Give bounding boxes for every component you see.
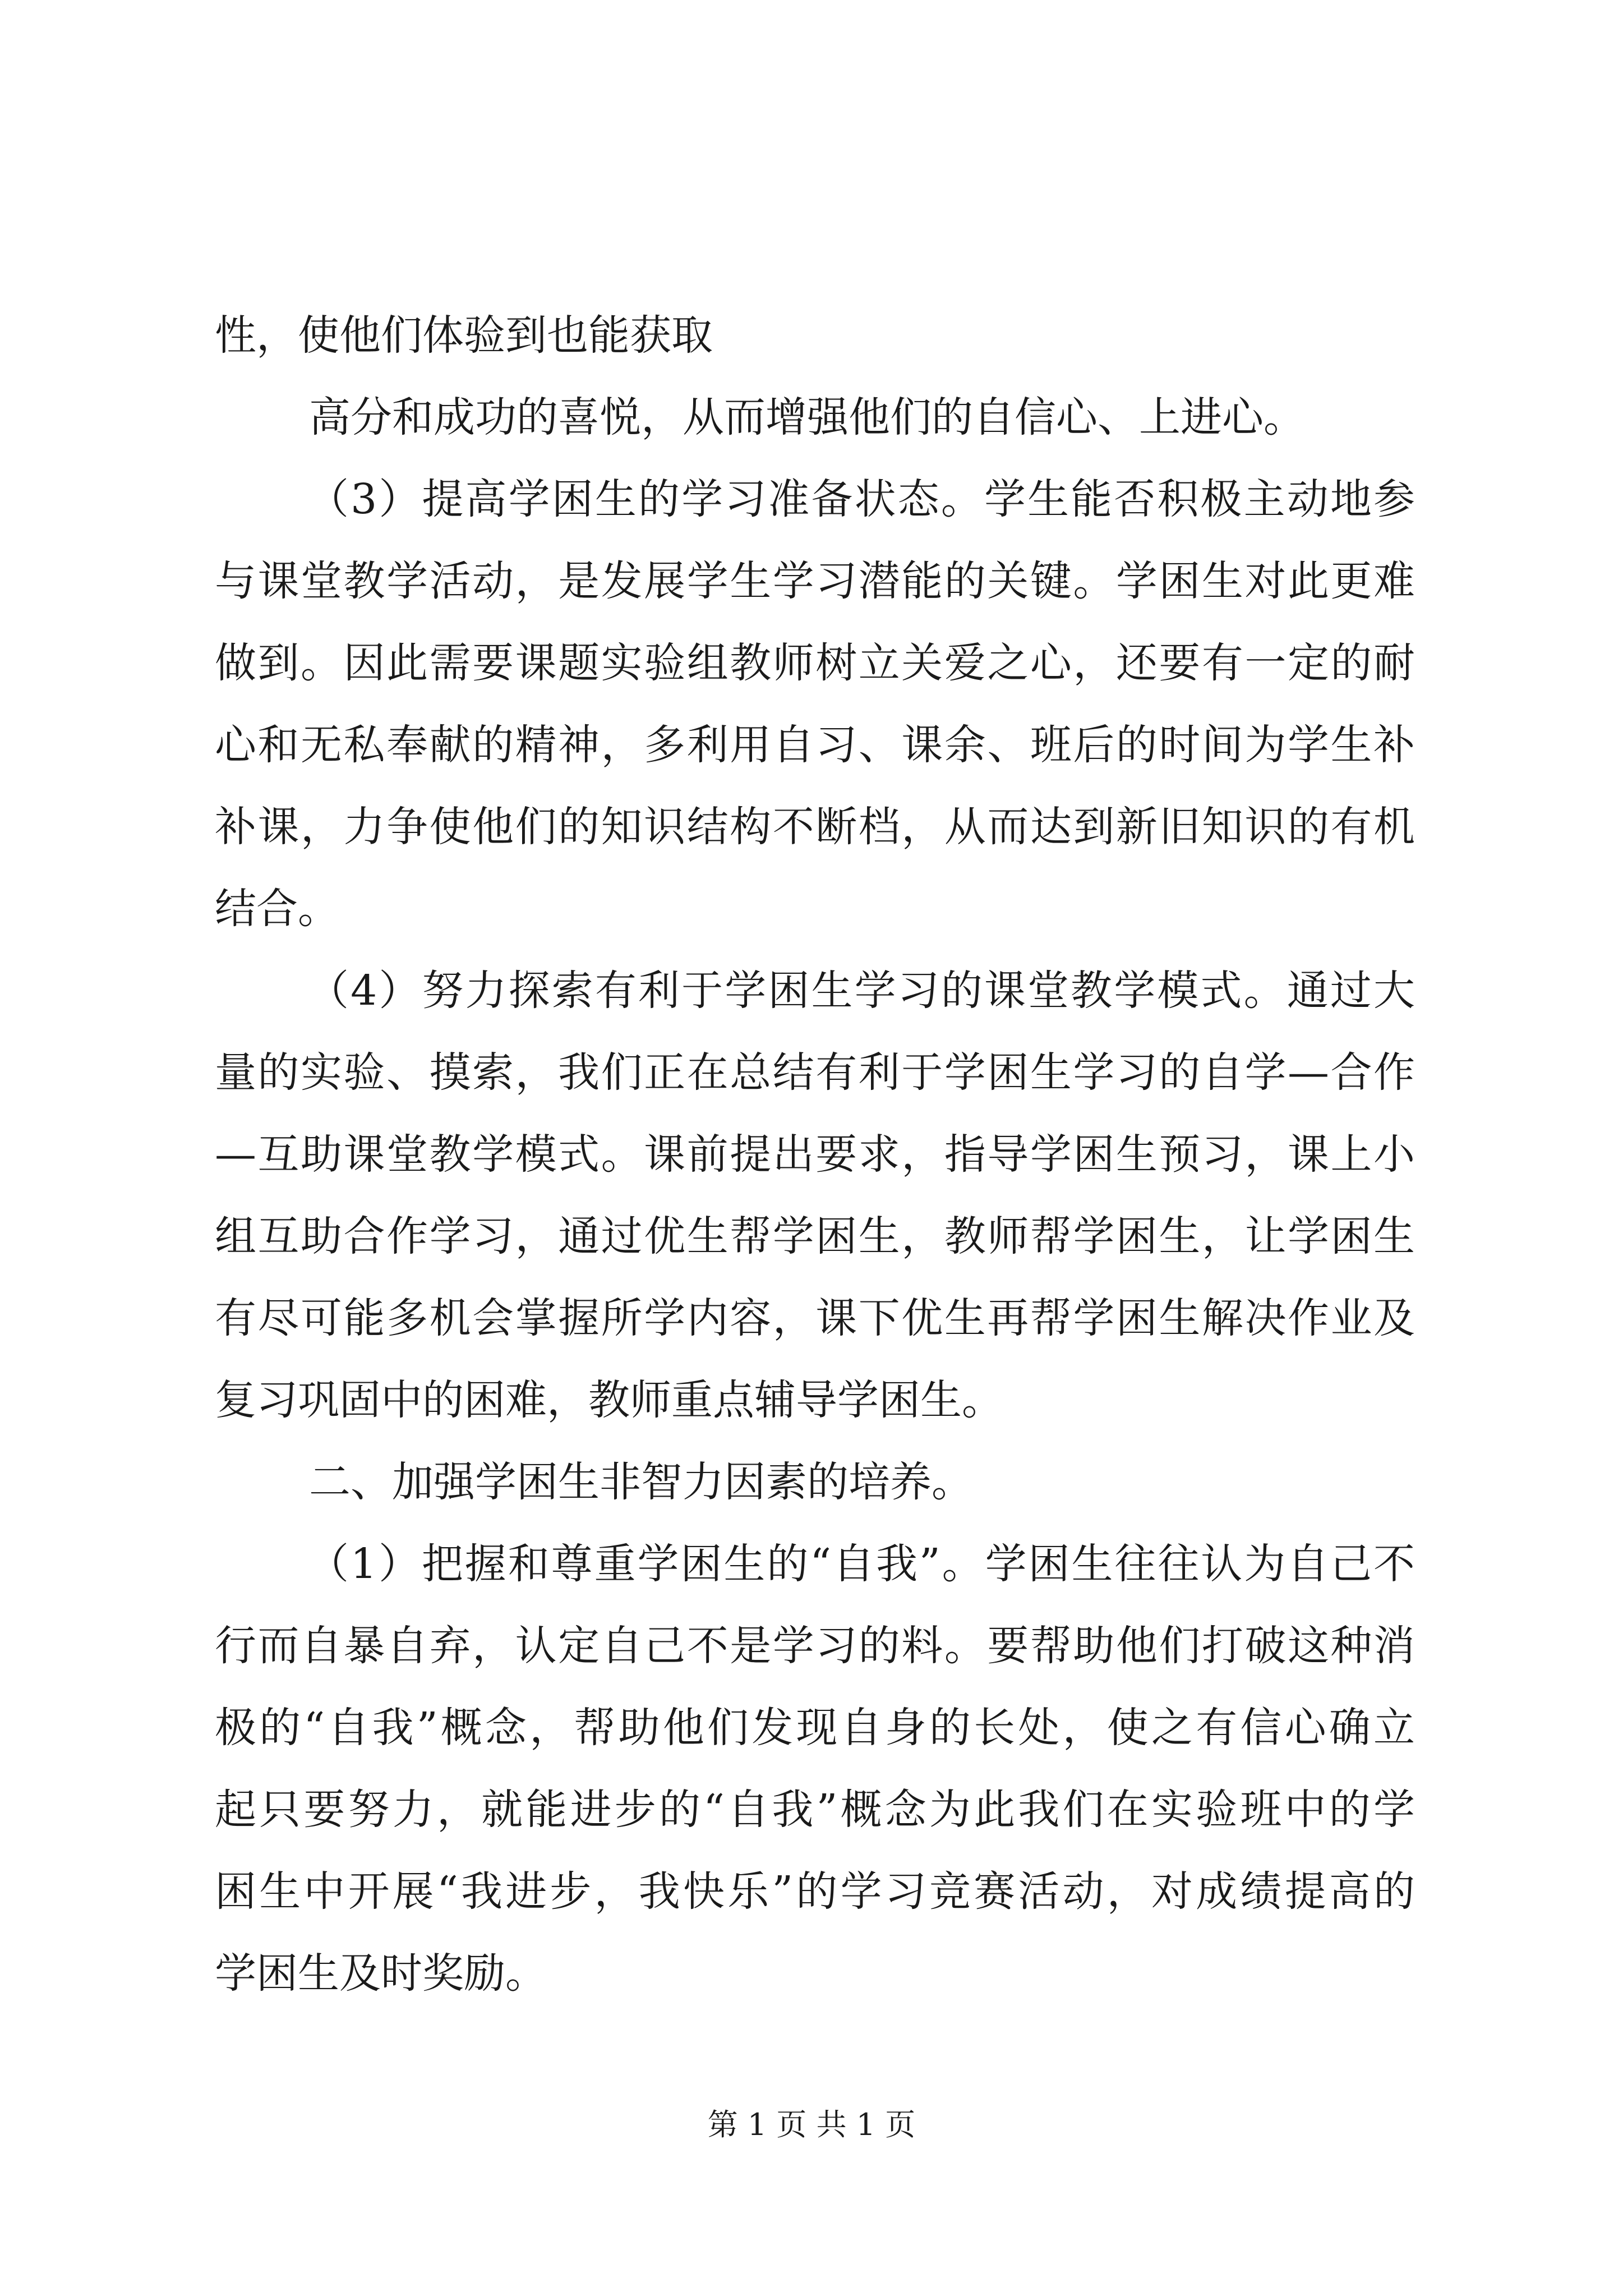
text-line: 组互助合作学习，通过优生帮学困生，教师帮学困生，让学困生	[215, 1212, 1415, 1260]
text-line: （1）把握和尊重学困生的“自我”。学困生往往认为自己不	[307, 1540, 1415, 1588]
text-line: —互助课堂教学模式。课前提出要求，指导学困生预习，课上小	[215, 1130, 1415, 1179]
text-line: 做到。因此需要课题实验组教师树立关爱之心，还要有一定的耐	[215, 639, 1415, 687]
text-line: 困生中开展“我进步，我快乐”的学习竞赛活动，对成绩提高的	[215, 1867, 1415, 1916]
page-footer: 第 1 页 共 1 页	[707, 2107, 916, 2142]
text-line: 补课，力争使他们的知识结构不断档，从而达到新旧知识的有机	[215, 803, 1415, 851]
text-line: 行而自暴自弃，认定自己不是学习的料。要帮助他们打破这种消	[215, 1622, 1415, 1670]
text-line: 性，使他们体验到也能获取	[215, 311, 713, 360]
text-line: （3）提高学困生的学习准备状态。学生能否积极主动地参	[307, 475, 1415, 523]
text-line: 极的“自我”概念，帮助他们发现自身的长处，使之有信心确立	[215, 1704, 1415, 1752]
text-line: 与课堂教学活动，是发展学生学习潜能的关键。学困生对此更难	[215, 557, 1415, 605]
document-body	[215, 295, 1415, 2014]
text-line: 结合。	[215, 885, 339, 933]
text-line: 起只要努力，就能进步的“自我”概念为此我们在实验班中的学	[215, 1786, 1415, 1834]
text-line: （4）努力探索有利于学困生学习的课堂教学模式。通过大	[307, 967, 1415, 1015]
text-line: 学困生及时奖励。	[215, 1949, 547, 1998]
text-line: 心和无私奉献的精神，多利用自习、课余、班后的时间为学生补	[215, 721, 1415, 769]
section-heading: 二、加强学困生非智力因素的培养。	[309, 1458, 973, 1506]
text-line: 量的实验、摸索，我们正在总结有利于学困生学习的自学—合作	[215, 1048, 1415, 1097]
text-line: 复习巩固中的困难，教师重点辅导学困生。	[215, 1376, 1003, 1424]
text-line: 高分和成功的喜悦，从而增强他们的自信心、上进心。	[309, 393, 1305, 441]
text-line: 有尽可能多机会掌握所学内容，课下优生再帮学困生解决作业及	[215, 1294, 1415, 1342]
